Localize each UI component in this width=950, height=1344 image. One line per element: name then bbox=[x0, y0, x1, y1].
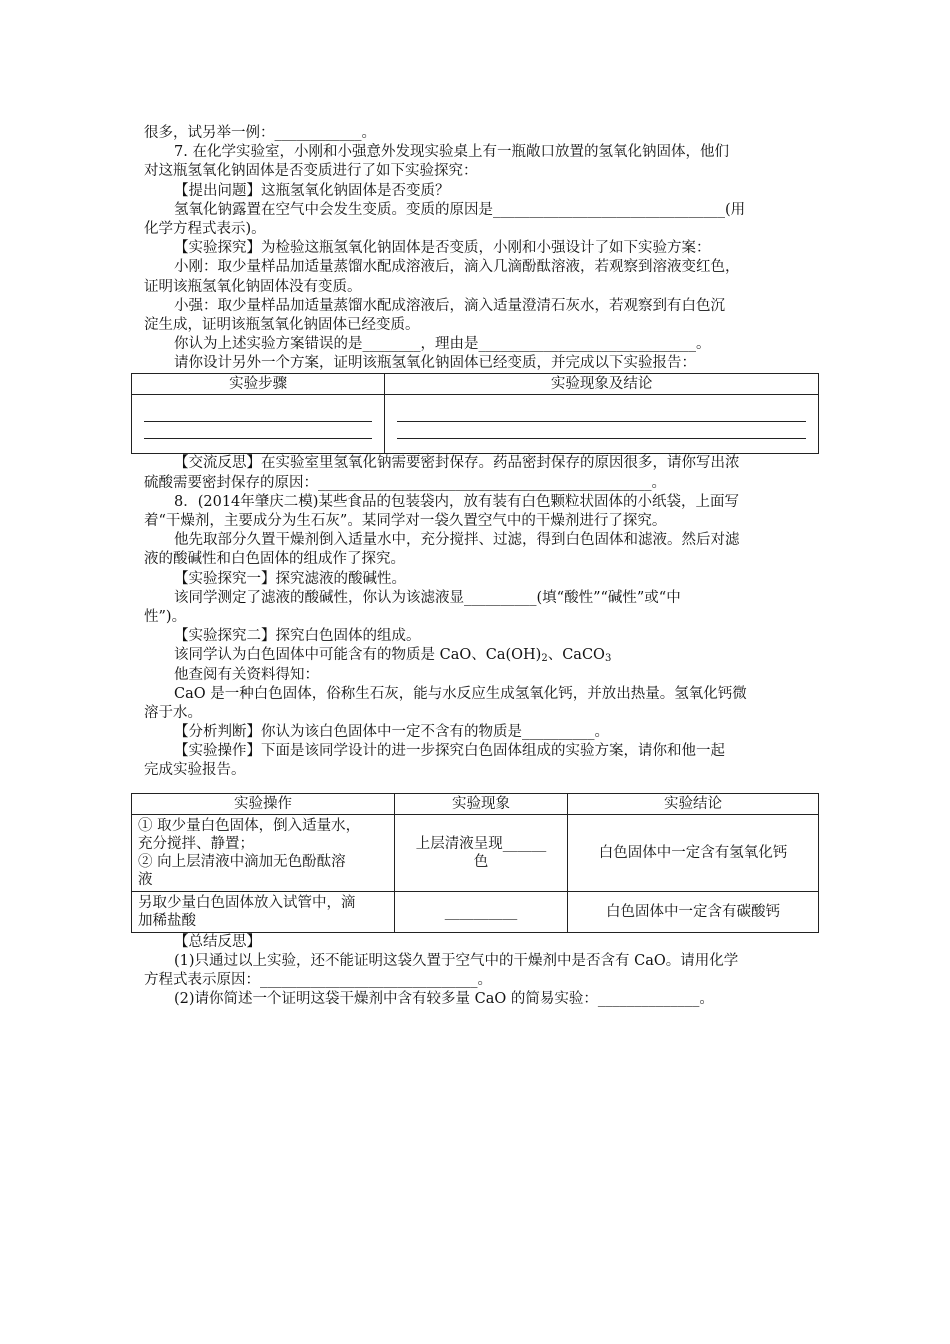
text-line: 【提出问题】这瓶氢氧化钠固体是否变质？ bbox=[174, 182, 450, 199]
subscript: 3 bbox=[604, 653, 612, 665]
text-line: 小刚：取少量样品加适量蒸馏水配成溶液后，滴入几滴酚酞溶液，若观察到溶液变红色， bbox=[174, 259, 740, 276]
phenomenon-line: 色 bbox=[473, 853, 489, 870]
table1-header-result: 实验现象及结论 bbox=[385, 374, 819, 395]
table1-header-steps: 实验步骤 bbox=[132, 374, 385, 395]
table2-row1-operation bbox=[132, 814, 395, 891]
question-8-text bbox=[144, 454, 820, 646]
text-line: 小强：取少量样品加适量蒸馏水配成溶液后，滴入适量澄清石灰水，若观察到有白色沉 bbox=[174, 297, 725, 314]
formula-text: 该同学认为白色固体中可能含有的物质是 CaO、Ca(OH) bbox=[174, 647, 542, 664]
text-line: 他查阅有关资料得知： bbox=[174, 666, 319, 683]
report-table-2 bbox=[131, 793, 819, 933]
operation-line: 充分搅拌、静置； bbox=[138, 835, 254, 852]
text-line: (2)请你简述一个证明这袋干燥剂中含有较多量 CaO 的简易实验：______________。 bbox=[174, 991, 714, 1008]
text-line: 【实验探究一】探究滤液的酸碱性。 bbox=[174, 570, 406, 587]
operation-line: ① 取少量白色固体，倒入适量水， bbox=[138, 817, 361, 834]
subscript: 2 bbox=[541, 653, 548, 665]
text-line: 该同学测定了滤液的酸碱性，你认为该滤液显__________(填“酸性”“碱性”或“中 bbox=[174, 589, 681, 606]
table2-row2-conclusion: 白色固体中一定含有碳酸钙 bbox=[568, 891, 819, 932]
operation-line: 加稀盐酸 bbox=[138, 912, 196, 929]
text-line: 氢氧化钠露置在空气中会发生变质。变质的原因是________________________________(用 bbox=[174, 201, 746, 218]
table2-row2-phenomenon[interactable]: __________ bbox=[395, 891, 568, 932]
text-line: 【实验探究二】探究白色固体的组成。 bbox=[174, 628, 421, 645]
text-line: 很多，试另举一例：____________。 bbox=[144, 125, 376, 141]
table2-row1-conclusion: 白色固体中一定含有氢氧化钙 bbox=[568, 814, 819, 891]
text-line: 【分析判断】你认为该白色固体中一定不含有的物质是__________。 bbox=[174, 724, 609, 741]
table1-steps-answer-cell[interactable] bbox=[132, 395, 385, 454]
text-line: (1)只通过以上实验，还不能证明这袋久置于空气中的干燥剂中是否含有 CaO。请用化学 bbox=[174, 952, 739, 969]
table2-row2-operation bbox=[132, 891, 395, 932]
text-line: 着“干燥剂，主要成分为生石灰”。某同学对一袋久置空气中的干燥剂进行了探究。 bbox=[144, 513, 667, 529]
document-page bbox=[138, 124, 820, 1009]
table2-header-phenomenon: 实验现象 bbox=[395, 793, 568, 814]
formula-line bbox=[144, 646, 820, 665]
text-line: 8．(2014年肇庆二模)某些食品的包装袋内，放有装有白色颗粒状固体的小纸袋，上面写 bbox=[174, 493, 739, 510]
table2-header-operation: 实验操作 bbox=[132, 793, 395, 814]
formula-text: 、CaCO bbox=[547, 647, 605, 664]
text-line: 硫酸需要密封保存的原因：______________________________________________。 bbox=[144, 474, 666, 491]
text-line: 证明该瓶氢氧化钠固体没有变质。 bbox=[144, 278, 362, 295]
text-line: 7. 在化学实验室，小刚和小强意外发现实验桌上有一瓶敞口放置的氢氧化钠固体，他们 bbox=[174, 144, 729, 161]
text-line: 完成实验报告。 bbox=[144, 762, 246, 779]
text-line: 方程式表示原因：______________________________。 bbox=[144, 972, 492, 988]
text-line: 溶于水。 bbox=[144, 704, 202, 721]
table2-row1-phenomenon[interactable] bbox=[395, 814, 568, 891]
text-line: 性”)。 bbox=[144, 608, 187, 625]
text-line: 对这瓶氢氧化钠固体是否变质进行了如下实验探究： bbox=[144, 163, 478, 180]
text-line: 他先取部分久置干燥剂倒入适量水中，充分搅拌、过滤，得到白色固体和滤液。然后对滤 bbox=[174, 532, 740, 549]
question-7-text bbox=[144, 124, 820, 373]
text-line: 【交流反思】在实验室里氢氧化钠需要密封保存。药品密封保存的原因很多，请你写出浓 bbox=[174, 455, 740, 472]
text-line: 液的酸碱性和白色固体的组成作了探究。 bbox=[144, 551, 405, 568]
text-line: 【实验探究】为检验这瓶氢氧化钠固体是否变质，小刚和小强设计了如下实验方案： bbox=[174, 240, 711, 257]
analysis-text bbox=[144, 666, 820, 781]
text-line: 你认为上述实验方案错误的是________，理由是______________________________。 bbox=[174, 336, 711, 353]
table1-result-answer-cell[interactable] bbox=[385, 395, 819, 454]
text-line: 请你设计另外一个方案，证明该瓶氢氧化钠固体已经变质，并完成以下实验报告： bbox=[174, 355, 696, 372]
summary-text bbox=[144, 933, 820, 1010]
text-line: CaO 是一种白色固体，俗称生石灰，能与水反应生成氢氧化钙，并放出热量。氢氧化钙微 bbox=[174, 685, 747, 702]
report-table-1 bbox=[131, 373, 819, 454]
table2-header-conclusion: 实验结论 bbox=[568, 793, 819, 814]
operation-line: 液 bbox=[138, 871, 153, 888]
operation-line: ② 向上层清液中滴加无色酚酞溶 bbox=[138, 853, 346, 870]
text-line: 【实验操作】下面是该同学设计的进一步探究白色固体组成的实验方案，请你和他一起 bbox=[174, 743, 725, 760]
text-line: 淀生成，证明该瓶氢氧化钠固体已经变质。 bbox=[144, 316, 420, 333]
text-line: 【总结反思】 bbox=[174, 933, 261, 950]
operation-line: 另取少量白色固体放入试管中，滴 bbox=[138, 894, 356, 911]
text-line: 化学方程式表示)。 bbox=[144, 220, 266, 237]
phenomenon-line: 上层清液呈现______ bbox=[415, 835, 547, 852]
